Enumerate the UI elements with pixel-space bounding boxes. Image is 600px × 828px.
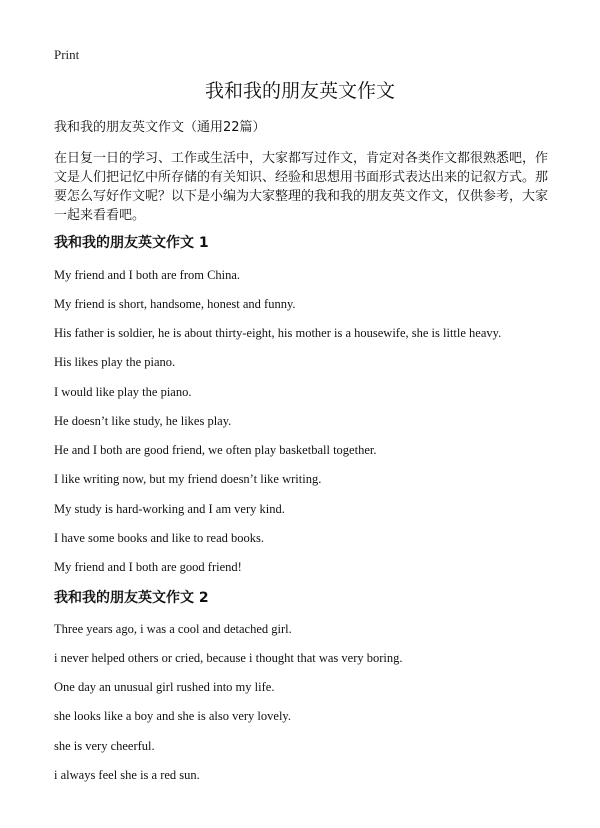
print-label[interactable]: Print [54,47,80,62]
paragraph-line: she looks like a boy and she is also very lovely. [54,709,291,723]
paragraph-line: she is very cheerful. [54,739,155,753]
paragraph-line: One day an unusual girl rushed into my life. [54,680,275,694]
document-subtitle: 我和我的朋友英文作文（通用22篇） [54,120,266,135]
intro-paragraph: 在日复一日的学习、工作或生活中，大家都写过作文，肯定对各类作文都很熟悉吧，作文是人们把记忆中所存储的有关知识、经验和思想用书面形式表达出来的记叙方式。那要怎么写好作文呢？以下是小编为大家整理的我和我的朋友英文作文，仅供参考，大家一起来看看吧。 [54,151,549,223]
paragraph-line: He and I both are good friend, we often play basketball together. [54,443,377,457]
paragraph-line: I have some books and like to read books. [54,531,265,545]
paragraph-line: My friend is short, handsome, honest and funny. [54,297,296,311]
paragraph-line: I would like play the piano. [54,385,192,399]
document-title: 我和我的朋友英文作文 [204,80,395,102]
paragraph-line: My friend and I both are good friend! [54,560,242,574]
section-heading-1: 我和我的朋友英文作文 1 [54,235,209,251]
paragraph-line: He doesn’t like study, he likes play. [54,414,232,428]
paragraph-line: His father is soldier, he is about thirty-eight, his mother is a housewife, she is little heavy. [54,326,502,340]
paragraph-line: His likes play the piano. [54,355,176,369]
paragraph-line: Three years ago, i was a cool and detached girl. [54,622,292,636]
paragraph-line: I like writing now, but my friend doesn’t like writing. [54,472,322,486]
paragraph-line: My study is hard-working and I am very kind. [54,502,285,516]
paragraph-line: i always feel she is a red sun. [54,768,200,782]
paragraph-line: My friend and I both are from China. [54,268,241,282]
paragraph-line: i never helped others or cried, because i thought that was very boring. [54,651,403,665]
section-heading-2: 我和我的朋友英文作文 2 [54,590,209,606]
